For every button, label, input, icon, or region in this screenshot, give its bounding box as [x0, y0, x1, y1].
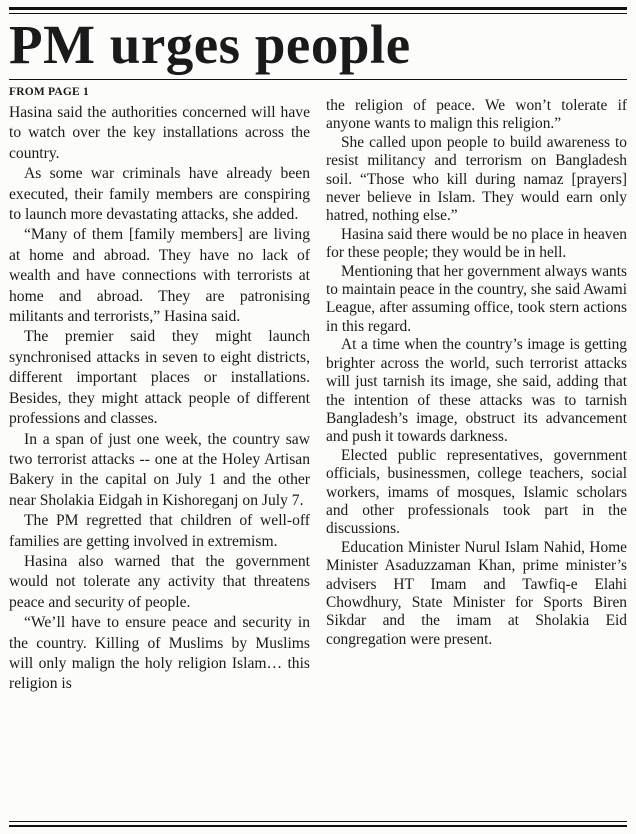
- paragraph: In a span of just one week, the country saw two terrorist attacks -- one at the Holey Artisan Bakery in the capital on July 1 and the other near Sholakia Eidgah in Kishoreganj on July 7.: [9, 430, 310, 509]
- paragraph: “We’ll have to ensure peace and security in the country. Killing of Muslims by Muslims will only malign the holy religion Islam… this religion is: [9, 614, 310, 693]
- headline-divider: [9, 79, 627, 81]
- paragraph: Hasina said there would be no place in heaven for these people; they would be in hell.: [326, 225, 627, 262]
- paragraph: At a time when the country’s image is getting brighter across the world, such terrorist attacks will just tarnish its image, she said, adding that the intention of these attacks was to tarnish Bangladesh’s image, obstruct its advancement and push it towards darkness.: [326, 336, 627, 446]
- paragraph: The PM regretted that children of well-off families are getting involved in extremism.: [9, 512, 310, 550]
- bottom-rule-thick: [9, 825, 627, 828]
- paragraph: Mentioning that her government always wants to maintain peace in the country, she said Awami League, after assuming office, took stern actions in this regard.: [326, 262, 627, 335]
- paragraph: the religion of peace. We won’t tolerate if anyone wants to malign this religion.”: [326, 97, 627, 133]
- top-double-rule: [9, 0, 627, 14]
- paragraph: Hasina said the authorities concerned will have to watch over the key installations across the country.: [9, 104, 310, 162]
- paragraph: Education Minister Nurul Islam Nahid, Home Minister Asaduzzaman Khan, prime minister’s advisers HT Imam and Tawfiq-e Elahi Chowdhury, State Minister for Sports Biren Sikdar and the imam at Sholakia Eid congregation were present.: [326, 538, 627, 648]
- continuation-label: FROM PAGE 1: [9, 86, 89, 98]
- article-body: [9, 82, 627, 695]
- paragraph: As some war criminals have already been executed, their family members are conspiring to launch more devastating attacks, she added.: [9, 165, 310, 224]
- paragraph: The premier said they might launch synchronised attacks in seven to eight districts, different important places or installations. Besides, they might attack people of different professions and classes.: [9, 328, 310, 428]
- bottom-double-rule: [9, 821, 627, 828]
- paragraph: Hasina also warned that the government would not tolerate any activity that threatens peace and security of people.: [9, 552, 310, 611]
- paragraph: She called upon people to build awareness to resist militancy and terrorism on Bangladesh soil. “Those who kill during namaz [prayers] never believe in Islam. They would earn only hatred, nothing else.”: [326, 133, 627, 225]
- right-column: [326, 82, 627, 695]
- article-headline: PM urges people: [9, 13, 411, 75]
- paragraph: Elected public representatives, government officials, businessmen, college teachers, social workers, imams of mosques, Islamic scholars and other professionals took part in the discussions.: [326, 446, 627, 538]
- paragraph: “Many of them [family members] are living at home and abroad. They have no lack of wealth and have connections with terrorists at home and abroad. They are patronising militants and terrorists,” Hasina said.: [9, 226, 310, 326]
- left-column: [9, 82, 310, 695]
